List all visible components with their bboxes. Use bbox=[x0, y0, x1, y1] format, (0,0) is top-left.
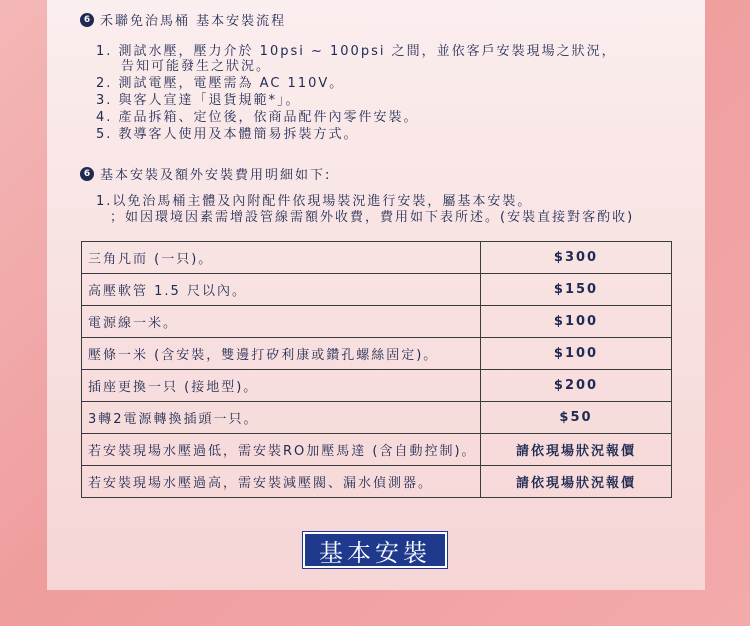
table-row bbox=[82, 370, 672, 402]
table-row bbox=[82, 434, 672, 466]
fee-item: 3轉2電源轉換插頭一只。 bbox=[82, 402, 481, 434]
number-badge-icon: 6 bbox=[80, 13, 94, 27]
fee-price: $300 bbox=[481, 242, 672, 274]
fee-price: $150 bbox=[481, 274, 672, 306]
fee-price: $100 bbox=[481, 306, 672, 338]
fees-note-2: ；如因環境因素需增設管線需額外收費，費用如下表所述。(安裝直接對客酌收) bbox=[110, 210, 635, 225]
number-badge-icon: 6 bbox=[80, 167, 94, 181]
fee-item: 高壓軟管 1.5 尺以內。 bbox=[82, 274, 481, 306]
process-step-4: 4. 產品拆箱、定位後，依商品配件內零件安裝。 bbox=[96, 110, 419, 125]
section-fees-title bbox=[80, 164, 331, 183]
fee-price: 請依現場狀況報價 bbox=[481, 434, 672, 466]
table-row bbox=[82, 466, 672, 498]
table-row bbox=[82, 274, 672, 306]
section-install-process-title bbox=[80, 10, 286, 29]
process-step-1-cont: 告知可能發生之狀況。 bbox=[121, 59, 272, 74]
fee-item: 三角凡而 (一只)。 bbox=[82, 242, 481, 274]
process-step-1: 1. 測試水壓，壓力介於 10psi ~ 100psi 之間，並依客戶安裝現場之狀況， bbox=[96, 44, 617, 59]
process-step-3: 3. 與客人宣達「退貨規範*」。 bbox=[96, 93, 301, 108]
fee-price: $50 bbox=[481, 402, 672, 434]
process-step-2: 2. 測試電壓，電壓需為 AC 110V。 bbox=[96, 76, 345, 91]
fee-item: 若安裝現場水壓過高，需安裝減壓閥、漏水偵測器。 bbox=[82, 466, 481, 498]
section-title-text: 基本安裝及額外安裝費用明細如下: bbox=[100, 168, 332, 183]
fee-price: 請依現場狀況報價 bbox=[481, 466, 672, 498]
table-row bbox=[82, 338, 672, 370]
fee-item: 插座更換一只 (接地型)。 bbox=[82, 370, 481, 402]
fee-table bbox=[81, 241, 672, 498]
table-row bbox=[82, 242, 672, 274]
fee-price: $200 bbox=[481, 370, 672, 402]
fees-note-1: 1.以免治馬桶主體及內附配件依現場裝況進行安裝，屬基本安裝。 bbox=[96, 194, 533, 209]
fee-item: 電源線一米。 bbox=[82, 306, 481, 338]
process-step-5: 5. 教導客人使用及本體簡易拆裝方式。 bbox=[96, 127, 359, 142]
basic-install-button[interactable]: 基本安裝 bbox=[303, 532, 447, 568]
table-row bbox=[82, 306, 672, 338]
section-title-text: 禾聯免治馬桶 基本安裝流程 bbox=[100, 14, 287, 29]
table-row bbox=[82, 402, 672, 434]
fee-price: $100 bbox=[481, 338, 672, 370]
fee-item: 若安裝現場水壓過低，需安裝RO加壓馬達 (含自動控制)。 bbox=[82, 434, 481, 466]
fee-item: 壓條一米 (含安裝，雙邊打矽利康或鑽孔螺絲固定)。 bbox=[82, 338, 481, 370]
